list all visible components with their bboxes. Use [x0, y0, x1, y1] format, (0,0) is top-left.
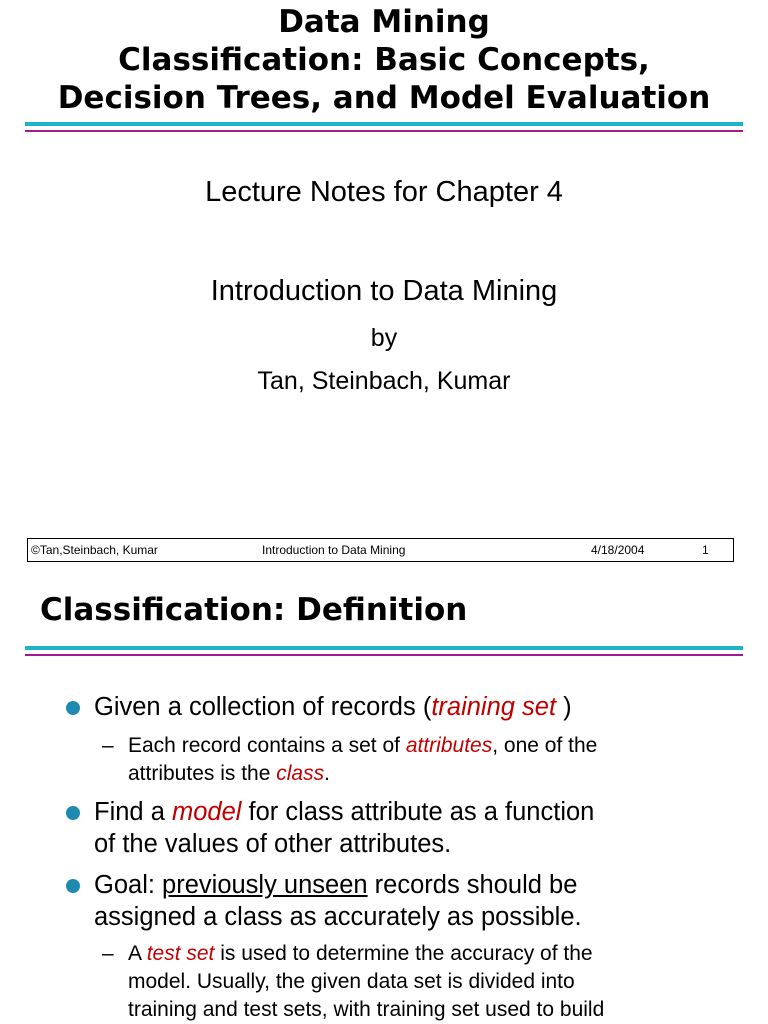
bullet-text: Find a: [94, 798, 172, 826]
bullet-dot-icon: [66, 879, 80, 893]
slide-footer: [27, 538, 734, 562]
bullet-goal-line-2: assigned a class as accurately as possible.: [94, 903, 582, 931]
emphasis-training-set: training set: [431, 693, 557, 721]
bullet-text: Goal:: [94, 871, 163, 899]
emphasis-model: model: [171, 798, 242, 826]
slide1-title-line-3: Decision Trees, and Model Evaluation: [57, 80, 711, 116]
emphasis-test-set: test set: [146, 942, 215, 965]
underlined-previously-unseen: previously unseen: [162, 871, 368, 899]
subitem-text: .: [324, 762, 330, 785]
bullet-dot-icon: [66, 806, 80, 820]
bullet-text: records should be: [367, 871, 578, 899]
bullet-text: ): [556, 693, 572, 721]
subitem-attributes-line-1: [102, 732, 598, 760]
slide1-authors: Tan, Steinbach, Kumar: [257, 367, 511, 395]
footer-copyright: ©Tan,Steinbach, Kumar: [31, 543, 158, 557]
subitem-test-set-line-3: training and test sets, with training set used to build: [128, 998, 605, 1021]
slide1-title-line-2: Classification: Basic Concepts,: [118, 42, 650, 78]
slide1-rule-cyan: [25, 122, 743, 126]
emphasis-class: class: [276, 762, 325, 785]
subitem-text: is used to determine the accuracy of the: [214, 942, 593, 965]
bullet-text: for class attribute as a function: [241, 798, 595, 826]
slide2-title: Classification: Definition: [40, 592, 468, 628]
slide1-book-title: Introduction to Data Mining: [210, 275, 558, 307]
subitem-text: attributes is the: [128, 762, 277, 785]
bullet-training-set: [94, 691, 572, 723]
dash-bullet-icon: –: [102, 734, 114, 757]
slide1-by: by: [370, 324, 398, 352]
slide1-subtitle: Lecture Notes for Chapter 4: [205, 176, 563, 208]
bullet-dot-icon: [66, 701, 80, 715]
subitem-attributes-line-2: [128, 760, 330, 788]
subitem-text: , one of the: [492, 734, 598, 757]
slide2-rule-cyan: [25, 646, 743, 650]
slide1-rule-magenta: [25, 130, 743, 132]
footer-page-number: 1: [702, 543, 709, 557]
subitem-text: Each record contains a set of: [128, 734, 406, 757]
subitem-text: A: [128, 942, 147, 965]
footer-date: 4/18/2004: [591, 543, 645, 557]
bullet-model-line-2: of the values of other attributes.: [94, 830, 452, 858]
subitem-test-set-line-1: [102, 940, 593, 968]
bullet-text: Given a collection of records (: [94, 693, 432, 721]
bullet-model-line-1: [94, 796, 594, 828]
bullet-goal-line-1: [94, 869, 577, 901]
slide2-rule-magenta: [25, 654, 743, 656]
emphasis-attributes: attributes: [405, 734, 493, 757]
footer-course: Introduction to Data Mining: [262, 543, 406, 557]
dash-bullet-icon: –: [102, 942, 114, 965]
slide1-title-line-1: Data Mining: [278, 4, 490, 40]
subitem-test-set-line-2: model. Usually, the given data set is divided into: [128, 970, 575, 993]
